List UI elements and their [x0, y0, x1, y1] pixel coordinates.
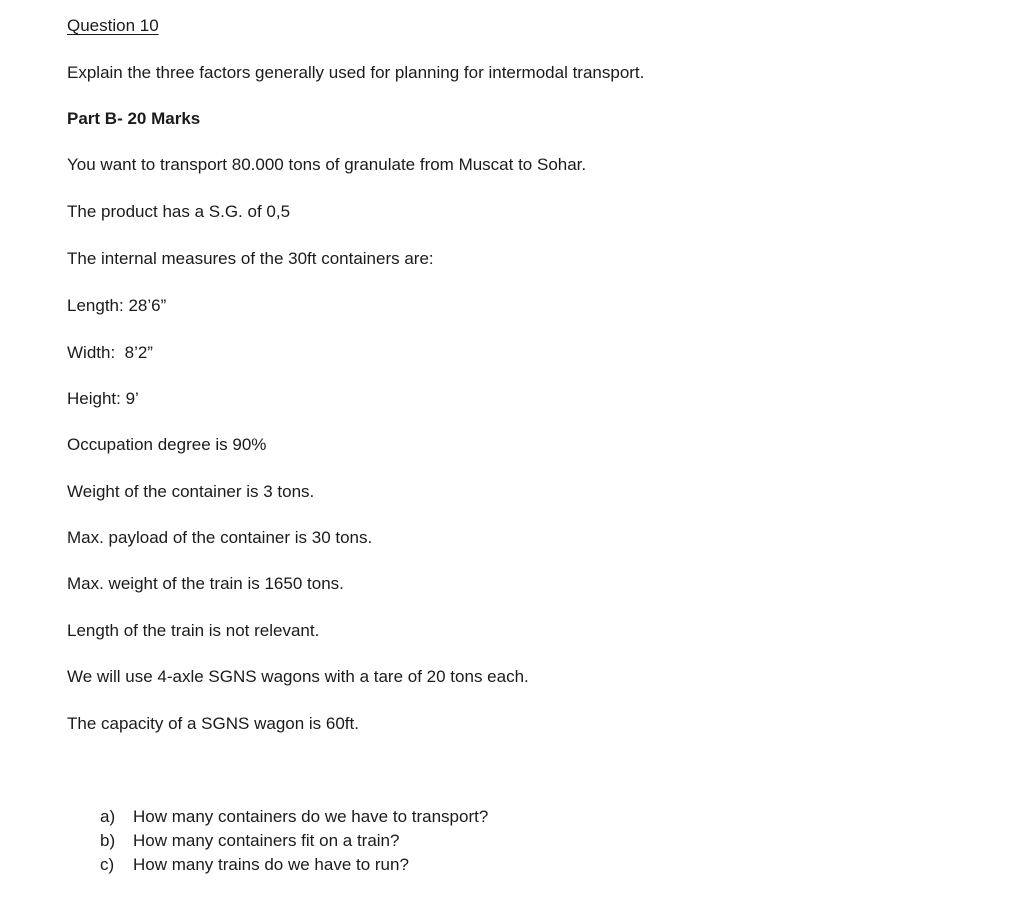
sub-question-marker: b)	[100, 831, 116, 850]
statement-train-length: Length of the train is not relevant.	[67, 621, 320, 640]
sub-question-item	[100, 805, 488, 829]
statement-length: Length: 28’6”	[67, 296, 167, 315]
sub-question-list	[100, 805, 488, 877]
part-label: Part B- 20 Marks	[67, 109, 201, 128]
statement-max-train-weight: Max. weight of the train is 1650 tons.	[67, 574, 344, 593]
sub-question-item	[100, 829, 488, 853]
sub-question-item	[100, 853, 488, 877]
sub-question-text: How many containers fit on a train?	[133, 831, 400, 850]
statement-wagon-capacity: The capacity of a SGNS wagon is 60ft.	[67, 714, 359, 733]
statement-container-weight: Weight of the container is 3 tons.	[67, 482, 315, 501]
sub-question-marker: a)	[100, 807, 116, 826]
question-text: Explain the three factors generally used for planning for intermodal transport.	[67, 63, 645, 82]
sub-question-text: How many trains do we have to run?	[133, 855, 409, 874]
statement-transport: You want to transport 80.000 tons of granulate from Muscat to Sohar.	[67, 155, 587, 174]
statement-height: Height: 9’	[67, 389, 139, 408]
sub-question-text: How many containers do we have to transport?	[133, 807, 489, 826]
statement-specific-gravity: The product has a S.G. of 0,5	[67, 202, 291, 221]
statement-wagons: We will use 4-axle SGNS wagons with a tare of 20 tons each.	[67, 667, 529, 686]
statement-container-measures: The internal measures of the 30ft containers are:	[67, 249, 434, 268]
sub-question-marker: c)	[100, 855, 115, 874]
statement-occupation-degree: Occupation degree is 90%	[67, 435, 267, 454]
question-heading: Question 10	[67, 16, 159, 35]
statement-max-payload: Max. payload of the container is 30 tons.	[67, 528, 373, 547]
statement-width: Width: 8’2”	[67, 343, 153, 362]
